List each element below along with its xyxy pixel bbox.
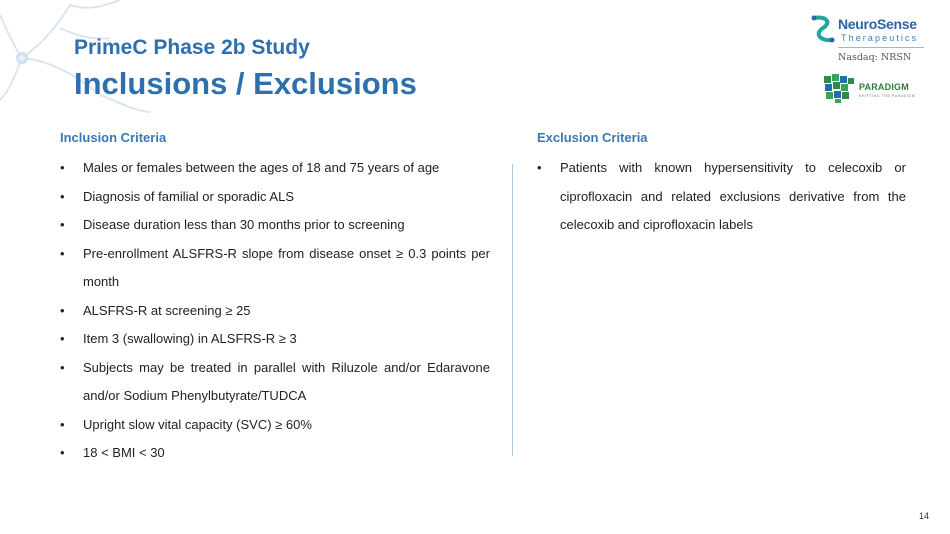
bullet-icon: • [60, 359, 65, 375]
neurosense-name: NeuroSense [838, 16, 917, 32]
slide-subtitle: PrimeC Phase 2b Study [74, 36, 310, 59]
bullet-icon: • [60, 217, 65, 232]
bullet-icon: • [60, 331, 65, 346]
bullet-icon: • [60, 302, 65, 318]
bullet-icon: • [60, 245, 65, 261]
list-item: • Item 3 (swallowing) in ALSFRS-R ≥ 3 [60, 325, 490, 354]
inclusion-list [60, 154, 490, 468]
bullet-icon: • [60, 445, 65, 460]
list-item: • Diagnosis of familial or sporadic ALS [60, 183, 490, 212]
list-item: • Disease duration less than 30 months prior to screening [60, 211, 490, 240]
inclusion-section [60, 130, 490, 468]
exclusion-list [537, 154, 906, 240]
page-number: 14 [918, 511, 929, 521]
column-divider [512, 164, 513, 456]
neuron-background-graphic [0, 0, 170, 120]
list-item: • Pre-enrollment ALSFRS-R slope from disease onset ≥ 0.3 points per month [60, 240, 490, 297]
paradigm-cube-icon [822, 72, 856, 104]
paradigm-name: PARADIGM [859, 82, 909, 92]
exclusion-section [537, 130, 906, 240]
logo-divider [838, 47, 924, 48]
list-item: • ALSFRS-R at screening ≥ 25 [60, 297, 490, 326]
neurosense-mark-icon [810, 14, 836, 44]
bullet-icon: • [60, 160, 65, 175]
bullet-icon: • [60, 416, 65, 432]
paradigm-logo [822, 72, 922, 104]
paradigm-tagline: SHIFTING THE PARADIGM [859, 94, 916, 98]
inclusion-heading: Inclusion Criteria [60, 130, 167, 145]
list-item: • Males or females between the ages of 18 and 75 years of age [60, 154, 490, 183]
nasdaq-ticker: Nasdaq: NRSN [838, 52, 912, 63]
exclusion-heading: Exclusion Criteria [537, 130, 648, 145]
slide-title: Inclusions / Exclusions [74, 66, 417, 101]
neurosense-logo [810, 14, 935, 50]
list-item: • Patients with known hypersensitivity to celecoxib or ciprofloxacin and related exclusions derivative from the celecoxib and ciprofloxacin labels [537, 154, 906, 240]
list-item: • Upright slow vital capacity (SVC) ≥ 60% [60, 411, 490, 440]
bullet-icon: • [60, 188, 65, 204]
neurosense-tagline: Therapeutics [841, 33, 919, 43]
bullet-icon: • [537, 160, 542, 175]
list-item: • Subjects may be treated in parallel with Riluzole and/or Edaravone and/or Sodium Phenylbutyrate/TUDCA [60, 354, 490, 411]
list-item: • 18 < BMI < 30 [60, 439, 490, 468]
